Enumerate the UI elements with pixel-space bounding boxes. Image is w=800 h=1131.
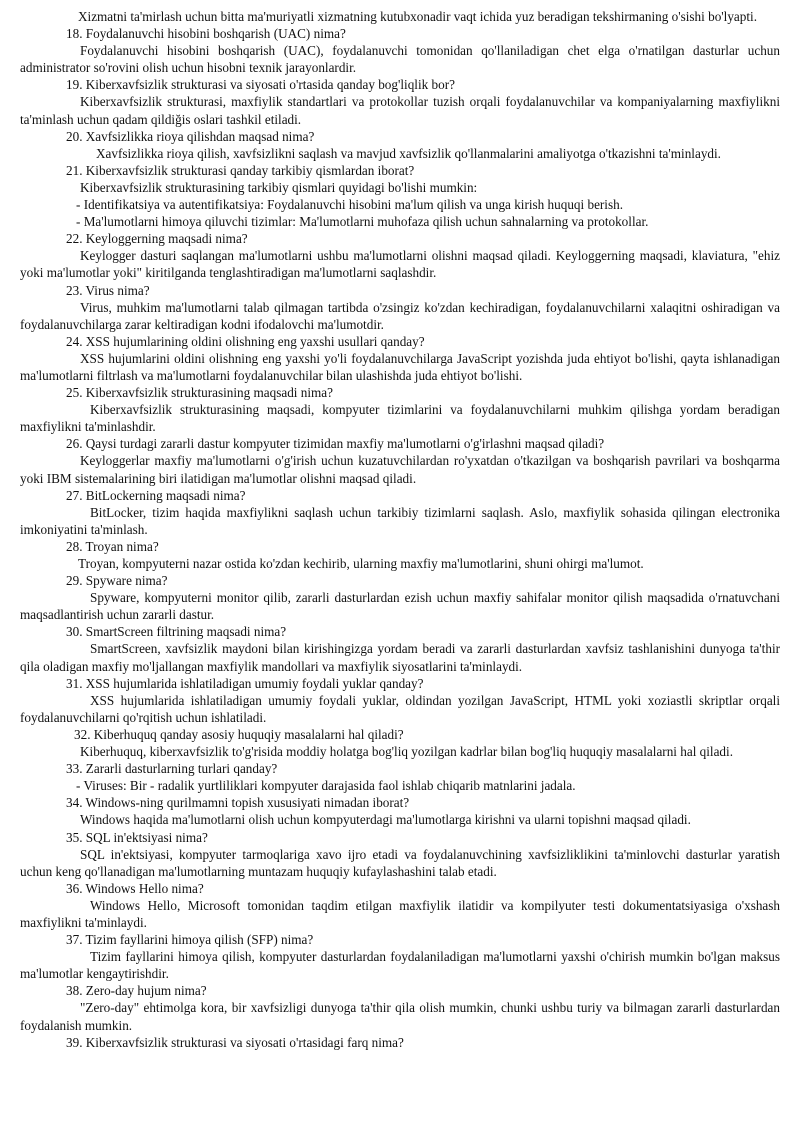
question-heading: 19. Kiberxavfsizlik strukturasi va siyosati o'rtasida qanday bog'liqlik bor? xyxy=(66,77,455,93)
answer-paragraph: Keyloggerlar maxfiy ma'lumotlarni o'g'irish uchun kuzatuvchilardan ro'yxatdan o'tkazilgan va boshqarish pavrilari va boshqarma yoki IBM sistemalarining biri ilatidigan ma'lumotlar olishni maqsad qiladi. xyxy=(20,453,780,486)
question-heading: 36. Windows Hello nima? xyxy=(66,880,204,896)
answer-paragraph: Kiberhuquq, kiberxavfsizlik to'g'risida moddiy holatga bog'liq yozilgan kadrlar bilan bog'liq huquqiy masalalarni hal qiladi. xyxy=(80,744,733,760)
question-heading: 26. Qaysi turdagi zararli dastur kompyuter tizimidan maxfiy ma'lumotlarni o'g'irlashni maqsad qiladi? xyxy=(66,436,605,452)
question-heading: 38. Zero-day hujum nima? xyxy=(66,983,207,999)
answer-paragraph: BitLocker, tizim haqida maxfiylikni saqlash uchun tarkibiy tizimlarni saqlash. Aslo, maxfiylik sohasida qilingan electronika imkoniyatini ta'minlash. xyxy=(20,504,780,537)
answer-paragraph: Virus, muhkim ma'lumotlarni talab qilmagan tartibda o'zsingiz ko'zdan kechiradigan, foydalanuvchilarni xalaqitni oshiradigan va foydalanuvchilarga zarar keltiradigan kodni ifodalovchi ma'lumotdir. xyxy=(20,299,780,332)
answer-paragraph: "Zero-day" ehtimolga kora, bir xavfsizligi dunyoga ta'thir qila olish mumkin, chunki ushbu turiy va bilmagan zararli dasturlardan foydalanish mumkin. xyxy=(20,1000,780,1033)
answer-paragraph: SmartScreen, xavfsizlik maydoni bilan kirishingizga yordam beradi va zararli dasturlardan xavfsiz tashlanishini dunyoga ta'thir qila oladigan maxfiy mo'ljallangan maxfiylik mandollari va maxfiylik siyosatlarini ta'minlaydi. xyxy=(20,641,780,674)
question-heading: 21. Kiberxavfsizlik strukturasi qanday tarkibiy qismlardan iborat? xyxy=(66,162,415,178)
answer-paragraph: XSS hujumlarida ishlatiladigan umumiy foydali yuklar, oldindan yozilgan JavaScript, HTML yoki xoziastli skriptlar orqali foydalanuvchilarni qo'rqitish uchun ishlatiladi. xyxy=(20,692,780,725)
question-heading: 31. XSS hujumlarida ishlatiladigan umumiy foydali yuklar qanday? xyxy=(66,675,424,691)
answer-paragraph: Spyware, kompyuterni monitor qilib, zararli dasturlardan ezish uchun maxfiy sahifalar monitor qilish maqsadida o'rnatuvchani maqsadlantirish uchun zararli dastur. xyxy=(20,590,780,623)
answer-paragraph: Xavfsizlikka rioya qilish, xavfsizlikni saqlash va mavjud xavfsizlik qo'llanmalarini amaliyotga o'tkazishni ta'minlaydi. xyxy=(96,145,721,161)
answer-paragraph: XSS hujumlarini oldini olishning eng yaxshi yo'li foydalanuvchilarga JavaScript yozishda juda ehtiyot bo'lishi, qayta ishlanadigan ma'lumotlarni filtrlash va ma'lumotlarni foydalanuvchilar bilan ulashishda juda ehtiyot bo'lishi. xyxy=(20,350,780,383)
question-heading: 37. Tizim fayllarini himoya qilish (SFP) nima? xyxy=(66,932,314,948)
question-heading: 34. Windows-ning qurilmamni topish xususiyati nimadan iborat? xyxy=(66,795,410,811)
question-heading: 32. Kiberhuquq qanday asosiy huquqiy masalalarni hal qiladi? xyxy=(74,726,404,742)
answer-paragraph: Windows Hello, Microsoft tomonidan taqdim etilgan maxfiylik ilatidir va kompilyuter testi dokumentatsiyasiga o'xshash maxfiylikni ta'minlaydi. xyxy=(20,897,780,930)
question-heading: 39. Kiberxavfsizlik strukturasi va siyosati o'rtasidagi farq nima? xyxy=(66,1034,404,1050)
answer-paragraph: Windows haqida ma'lumotlarni olish uchun kompyuterdagi ma'lumotlarga kirishni va ularni topishni maqsad qiladi. xyxy=(80,812,691,828)
question-heading: 29. Spyware nima? xyxy=(66,573,168,589)
question-heading: 24. XSS hujumlarining oldini olishning eng yaxshi usullari qanday? xyxy=(66,333,425,349)
question-heading: 22. Keyloggerning maqsadi nima? xyxy=(66,231,248,247)
question-heading: 28. Troyan nima? xyxy=(66,538,159,554)
answer-paragraph: Xizmatni ta'mirlash uchun bitta ma'muriyatli xizmatning kutubxonadir vaqt ichida yuz beradigan tekshirmaning o'sishi bo'lyapti. xyxy=(78,9,757,24)
answer-paragraph: Tizim fayllarini himoya qilish, kompyuter dasturlardan foydalaniladigan ma'lumotlarni yaxshi o'chirish mumkin bo'lgan maksus ma'lumotlar kengaytirishdir. xyxy=(20,949,780,982)
bullet-item: - Identifikatsiya va autentifikatsiya: Foydalanuvchi hisobini ma'lum qilish va unga kirish huquqi berish. xyxy=(76,197,623,213)
answer-paragraph: Keylogger dasturi saqlangan ma'lumotlarni ushbu ma'lumotlarni olishni maqsad qiladi. Keyloggerning maqsadi, klaviatura, "ehiz yoki ma'lumotlar yoki" kiritilganda tenglashtiradigan ma'lumotlarni saqlashdir. xyxy=(20,248,780,281)
question-heading: 25. Kiberxavfsizlik strukturasining maqsadi nima? xyxy=(66,385,333,401)
bullet-item: - Ma'lumotlarni himoya qiluvchi tizimlar: Ma'lumotlarni muhofaza qilish uchun sahnalarning va protokollar. xyxy=(76,214,649,230)
question-heading: 27. BitLockerning maqsadi nima? xyxy=(66,487,246,503)
answer-paragraph: Foydalanuvchi hisobini boshqarish (UAC), foydalanuvchi tomonidan qo'llaniladigan chet elga o'rnatilgan dasturlar uchun administrator so'rovini olish uchun hisobni texnik jarayonlardir. xyxy=(20,43,780,76)
question-heading: 33. Zararli dasturlarning turlari qanday? xyxy=(66,761,278,777)
answer-paragraph: SQL in'ektsiyasi, kompyuter tarmoqlariga xavo ijro etadi va foydalanuvchining xavfsizliklikini ta'minlovchi dasturlar yaratish uchun keng qo'llanadigan ma'lumotlarning muntazam huquqiy kufaylashashini talab etadi. xyxy=(20,846,780,879)
answer-paragraph: Kiberxavfsizlik strukturasining tarkibiy qismlari quyidagi bo'lishi mumkin: xyxy=(80,179,478,195)
question-heading: 20. Xavfsizlikka rioya qilishdan maqsad nima? xyxy=(66,128,315,144)
question-heading: 18. Foydalanuvchi hisobini boshqarish (UAC) nima? xyxy=(66,26,346,42)
question-heading: 35. SQL in'ektsiyasi nima? xyxy=(66,829,208,845)
bullet-item: - Viruses: Bir - radalik yurtliliklari kompyuter darajasida faol ishlab chiqarib matnlarini jadala. xyxy=(76,778,576,794)
answer-paragraph: Kiberxavfsizlik strukturasi, maxfiylik standartlari va protokollar tuzish orqali foydalanuvchilar va kompaniyalarning maxfiylikni ta'minlash uchun qadam qildiğis oslari tashkil etiladi. xyxy=(20,94,780,127)
question-heading: 23. Virus nima? xyxy=(66,282,150,298)
question-heading: 30. SmartScreen filtrining maqsadi nima? xyxy=(66,624,287,640)
answer-paragraph: Troyan, kompyuterni nazar ostida ko'zdan kechirib, ularning maxfiy ma'lumotlarini, shuni ohirgi ma'lumot. xyxy=(78,556,644,571)
answer-paragraph: Kiberxavfsizlik strukturasining maqsadi, kompyuter tizimlarini va foydalanuvchilarni muhkim qilishga yordam beradigan maxfiylikni ta'minlashdir. xyxy=(20,402,780,435)
